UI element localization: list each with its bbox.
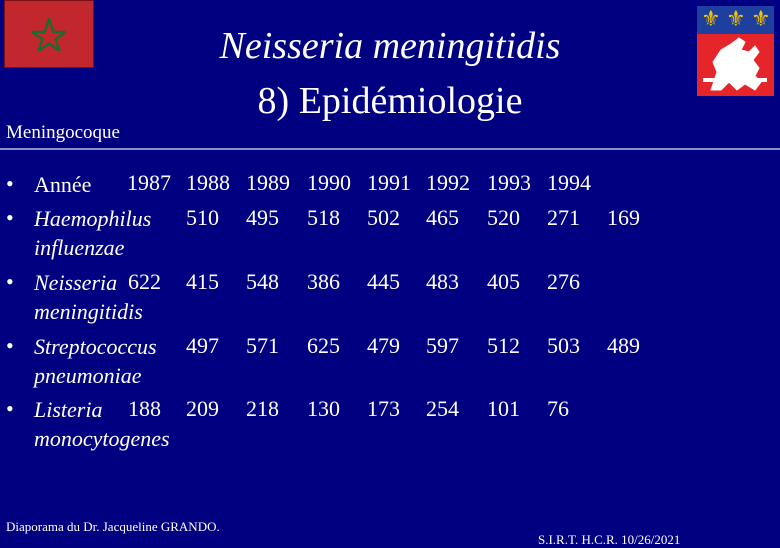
header-label: Année	[34, 172, 92, 197]
year-header: 1987	[127, 170, 171, 195]
bullet-icon: •	[6, 333, 14, 358]
row-label-line2: pneumoniae	[34, 363, 142, 388]
footer-date: S.I.R.T. H.C.R. 10/26/2021	[538, 532, 681, 547]
table-cell: 76	[547, 396, 569, 421]
table-cell: 622	[128, 269, 161, 294]
table-cell: 497	[186, 333, 219, 358]
table-cell: 503	[547, 333, 580, 358]
table-cell: 483	[426, 269, 459, 294]
table-cell: 489	[607, 333, 640, 358]
year-header: 1991	[367, 170, 411, 195]
table-cell: 209	[186, 396, 219, 421]
row-label-line1: Listeria	[34, 397, 103, 422]
fleur-de-lis-icon: ⚜	[726, 7, 746, 32]
table-cell: 169	[607, 205, 640, 230]
table-cell: 254	[426, 396, 459, 421]
row-label-line2: monocytogenes	[34, 426, 170, 451]
table-cell: 479	[367, 333, 400, 358]
table-cell: 173	[367, 396, 400, 421]
slide-subtitle: 8) Epidémiologie	[257, 80, 523, 122]
table-cell: 465	[426, 205, 459, 230]
year-header: 1990	[307, 170, 351, 195]
row-label-line2: meningitidis	[34, 299, 143, 324]
table-cell: 597	[426, 333, 459, 358]
table-cell: 548	[246, 269, 279, 294]
table-cell: 415	[186, 269, 219, 294]
table-cell: 512	[487, 333, 520, 358]
table-cell: 218	[246, 396, 279, 421]
bullet-icon: •	[6, 205, 14, 230]
fleur-de-lis-icon: ⚜	[701, 7, 721, 32]
section-label: Meningocoque	[6, 122, 120, 143]
table-cell: 405	[487, 269, 520, 294]
year-header: 1994	[547, 170, 591, 195]
table-cell: 101	[487, 396, 520, 421]
bullet-icon: •	[6, 396, 14, 421]
table-cell: 502	[367, 205, 400, 230]
table-cell: 495	[246, 205, 279, 230]
slide-title: Neisseria meningitidis	[219, 25, 561, 67]
bullet-icon: •	[6, 269, 14, 294]
year-header: 1993	[487, 170, 531, 195]
table-cell: 188	[128, 396, 161, 421]
fleur-de-lis-icon: ⚜	[751, 7, 771, 32]
year-header: 1989	[246, 170, 290, 195]
year-header: 1992	[426, 170, 470, 195]
row-label-line1: Haemophilus	[34, 206, 152, 231]
table-cell: 271	[547, 205, 580, 230]
footer-author: Diaporama du Dr. Jacqueline GRANDO.	[6, 519, 220, 534]
row-label-line1: Streptococcus	[34, 334, 157, 359]
table-cell: 276	[547, 269, 580, 294]
table-cell: 130	[307, 396, 340, 421]
table-cell: 625	[307, 333, 340, 358]
bullet-icon: •	[6, 171, 14, 196]
table-cell: 520	[487, 205, 520, 230]
row-label-line1: Neisseria	[34, 270, 118, 295]
row-label-line2: influenzae	[34, 235, 125, 260]
table-cell: 510	[186, 205, 219, 230]
table-cell: 518	[307, 205, 340, 230]
table-cell: 445	[367, 269, 400, 294]
table-cell: 386	[307, 269, 340, 294]
year-header: 1988	[186, 170, 230, 195]
table-cell: 571	[246, 333, 279, 358]
